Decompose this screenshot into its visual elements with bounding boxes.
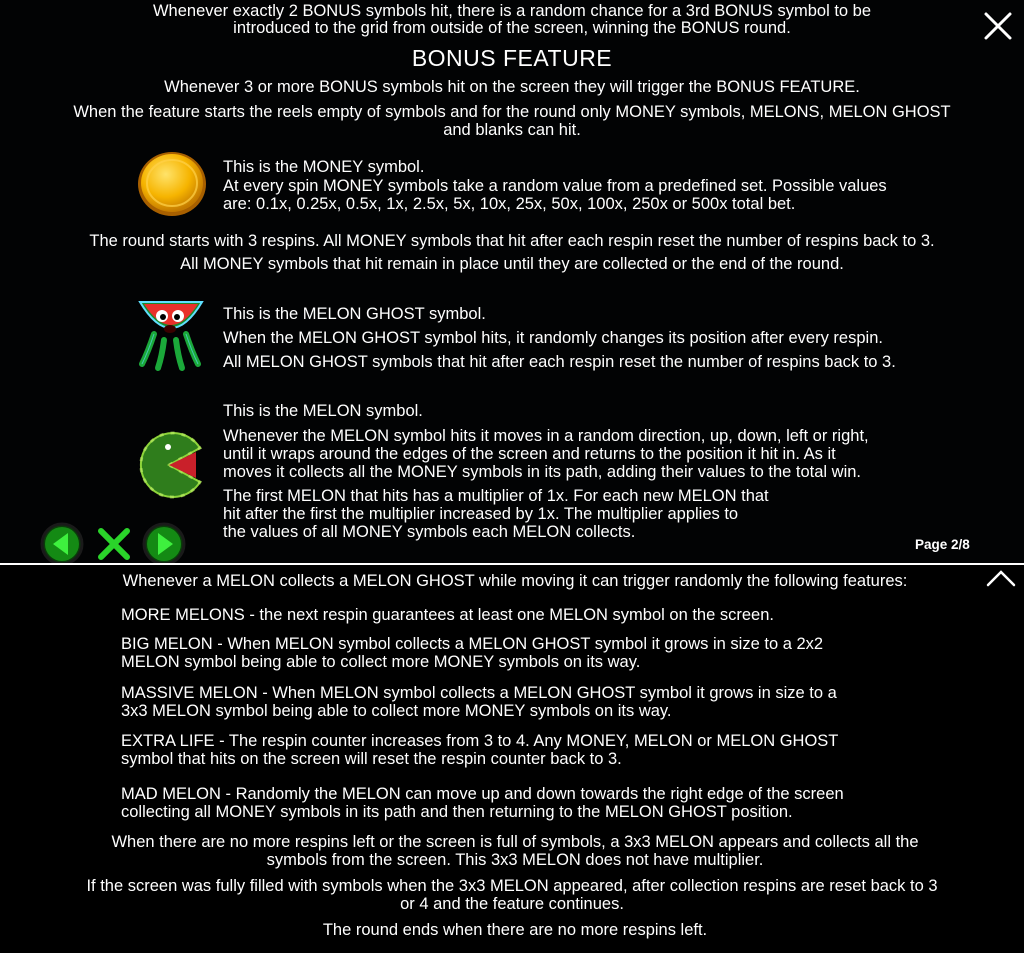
money-desc-2: are: 0.1x, 0.25x, 0.5x, 1x, 2.5x, 5x, 10x, 25x, 50x, 100x, 250x or 500x total bet. <box>223 195 796 213</box>
start-text-2: and blanks can hit. <box>443 121 581 139</box>
melon-ghost-icon <box>134 292 208 378</box>
feature-extra-life-1: EXTRA LIFE - The respin counter increases from 3 to 4. Any MONEY, MELON or MELON GHOST <box>121 732 839 750</box>
end-text-1b: symbols from the screen. This 3x3 MELON does not have multiplier. <box>266 851 764 869</box>
feature-big-melon-1: BIG MELON - When MELON symbol collects a MELON GHOST symbol it grows in size to a 2x2 <box>121 635 824 653</box>
close-paytable-button[interactable] <box>92 522 136 566</box>
feature-massive-melon-1: MASSIVE MELON - When MELON symbol collects a MELON GHOST symbol it grows in size to a <box>121 684 837 702</box>
section-heading: BONUS FEATURE <box>411 45 613 71</box>
ghost-title: This is the MELON GHOST symbol. <box>223 305 486 323</box>
feature-more-melons: MORE MELONS - the next respin guarantees at least one MELON symbol on the screen. <box>121 606 774 624</box>
gold-coin-icon <box>136 150 208 218</box>
intro-line-2: introduced to the grid from outside of the screen, winning the BONUS round. <box>233 19 791 37</box>
prev-page-button[interactable] <box>38 522 88 566</box>
end-text-1a: When there are no more respins left or the screen is full of symbols, a 3x3 MELON appears and collects all the <box>111 833 919 851</box>
trigger-text: Whenever 3 or more BONUS symbols hit on the screen they will trigger the BONUS FEATURE. <box>164 78 860 96</box>
feature-mad-melon-2: collecting all MONEY symbols in its path and then returning to the MELON GHOST position. <box>121 803 793 821</box>
paytable-page-bottom <box>0 565 1024 953</box>
melon-desc-5: hit after the first the multiplier increased by 1x. The multiplier applies to <box>223 505 739 523</box>
feature-extra-life-2: symbol that hits on the screen will reset the respin counter back to 3. <box>121 750 622 768</box>
respin-text-1: The round starts with 3 respins. All MONEY symbols that hit after each respin reset the number of respins back to 3. <box>89 232 935 250</box>
end-text-3: The round ends when there are no more respins left. <box>322 921 708 939</box>
features-intro: Whenever a MELON collects a MELON GHOST while moving it can trigger randomly the following features: <box>122 572 908 590</box>
feature-massive-melon-2: 3x3 MELON symbol being able to collect more MONEY symbols on its way. <box>121 702 672 720</box>
feature-mad-melon-1: MAD MELON - Randomly the MELON can move up and down towards the right edge of the screen <box>121 785 844 803</box>
melon-desc-1: Whenever the MELON symbol hits it moves in a random direction, up, down, left or right, <box>223 427 869 445</box>
melon-title: This is the MELON symbol. <box>223 402 423 420</box>
ghost-line-1: When the MELON GHOST symbol hits, it randomly changes its position after every respin. <box>223 329 883 347</box>
end-text-2a: If the screen was fully filled with symbols when the 3x3 MELON appeared, after collection respins are reset back to 3 <box>86 877 938 895</box>
money-desc-1: At every spin MONEY symbols take a random value from a predefined set. Possible values <box>223 177 887 195</box>
start-text-1: When the feature starts the reels empty of symbols and for the round only MONEY symbols, MELONS, MELON GHOST <box>73 103 951 121</box>
melon-desc-3: moves it collects all the MONEY symbols in its path, adding their values to the total win. <box>223 463 861 481</box>
respin-text-2: All MONEY symbols that hit remain in place until they are collected or the end of the round. <box>180 255 844 273</box>
melon-desc-4: The first MELON that hits has a multiplier of 1x. For each new MELON that <box>223 487 769 505</box>
melon-desc-6: the values of all MONEY symbols each MELON collects. <box>223 523 636 541</box>
feature-big-melon-2: MELON symbol being able to collect more MONEY symbols on its way. <box>121 653 641 671</box>
page-indicator: Page 2/8 <box>915 537 970 552</box>
melon-desc-2: until it wraps around the edges of the screen and returns to the position it hit in. As it <box>223 445 836 463</box>
intro-line-1: Whenever exactly 2 BONUS symbols hit, there is a random chance for a 3rd BONUS symbol to be <box>152 2 872 20</box>
melon-chomper-icon <box>134 430 204 500</box>
money-title: This is the MONEY symbol. <box>223 158 425 176</box>
close-icon[interactable] <box>982 10 1014 42</box>
ghost-line-2: All MELON GHOST symbols that hit after each respin reset the number of respins back to 3. <box>223 353 896 371</box>
next-page-button[interactable] <box>138 522 188 566</box>
end-text-2b: or 4 and the feature continues. <box>400 895 624 913</box>
